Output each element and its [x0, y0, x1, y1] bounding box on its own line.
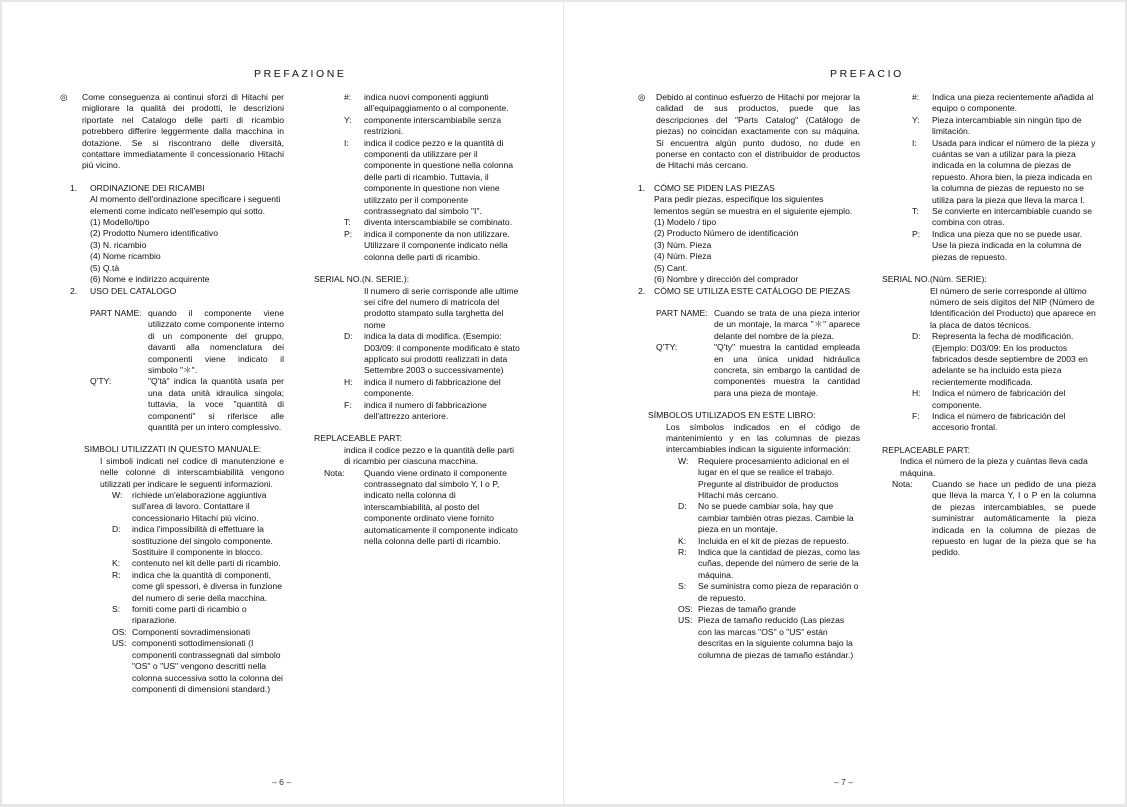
note: Nota: Quando viene ordinato il componente contrassegnato dal simbolo Y, I o P, indicato nella colonna di interscambiabilità, al posto del componente ordinato viene fornito automaticamente il componente indicato nella colonna delle parti di ricambio. — [324, 467, 518, 547]
definition-item: PART NAME: quando il componente viene utilizzato come componente interno di un componente del gruppo, davanti alla nomenclatura dei componenti viene indicato il simbolo "＊". — [90, 307, 284, 375]
list-item: (1) Modello/tipo — [90, 217, 150, 228]
intro-paragraph — [60, 92, 284, 172]
list-item: T: diventa interscambiabile se combinato. — [344, 217, 513, 228]
list-item: H: Indica el número de fabricación del componente. — [912, 388, 1066, 410]
symbol-list — [314, 331, 520, 422]
list-item: (5) Cant. — [654, 262, 688, 273]
right-column-2 — [882, 92, 1096, 559]
section-body: I simboli indicati nel codice di manutenzione e nelle colonne di interscambiabilità vengono utilizzati per indicare le seguenti informazioni. — [100, 455, 284, 489]
symbol-list — [314, 92, 520, 263]
list-item: R: Indica que la cantidad de piezas, como las cuñas, depende del número de serie de la máquina. — [678, 547, 860, 580]
list-item: (2) Prodotto Numero identificativo — [90, 228, 219, 239]
intro-paragraph — [638, 92, 860, 172]
list-item: US: Pieza de tamaño reducido (Las piezas con las marcas "OS" o "US" están descritas en la siguiente columna bajo la columna de piezas de tamaño estándar.) — [678, 615, 854, 660]
list-item: (3) Núm. Pieza — [654, 239, 712, 250]
page-number: – 7 – — [834, 777, 854, 787]
left-column-2 — [314, 92, 520, 547]
list-item: W: Requiere procesamiento adicional en el lugar en el que se realice el trabajo. Pregunte al distribuidor de productos Hitachi más cercano. — [678, 455, 849, 500]
list-item: I: indica il codice pezzo e la quantità di componenti da utilizzare per il componente in questione nella colonna delle parti di ricambio. Tuttavia, il componente in questione non viene utilizzato per il componente contrassegnato dal simbolo "I". — [344, 137, 514, 217]
symbol-list — [882, 92, 1096, 263]
section-body: Al momento dell'ordinazione specificare i seguenti elementi come indicato nell'esempio qui sotto. (1) Modello/tipo (2) Prodotto Numero identificativo (3) N. ricambio (4) Nome ricambio (5) Q.tà (6) Nome e indirizzo acquirente — [60, 194, 284, 285]
list-item: D: indica l'impossibilità di effettuare la sostituzione del singolo componente. Sostituire il componente in blocco. — [112, 524, 273, 558]
list-item: Y: componente interscambiabile senza restrizioni. — [344, 114, 502, 137]
right-column-1 — [638, 92, 860, 661]
symbol-list — [638, 456, 860, 661]
section-body: El número de serie corresponde al último número de seis dígitos del NIP (Número de Identificación del Producto) que aparece en la placa de datos técnicos. — [930, 285, 1096, 330]
definition-item: PART NAME: Cuando se trata de una pieza interior de un montaje, la marca "＊" aparece delante del nombre de la pieza. — [656, 307, 860, 341]
list-item: (6) Nome e indirizzo acquirente — [90, 274, 210, 285]
list-item: K: contenuto nel kit delle parti di ricambio. — [112, 558, 281, 569]
section-heading: REPLACEABLE PART: — [882, 444, 971, 455]
section-body: indica il codice pezzo e la quantità delle parti di ricambio per ciascuna macchina. — [344, 444, 515, 467]
section-body: Il numero di serie corrisponde alle ultime sei cifre del numero di matricola del prodotto stampato sulla targhetta del nome — [364, 285, 519, 330]
section-heading: 2. CÓMO SE UTILIZA ESTE CATÁLOGO DE PIEZAS — [638, 285, 851, 296]
definition-item: Q'TY: "Q'tà" indica la quantità usata per una data unità idraulica singola; tuttavia, la voce "quantità di componenti" si riferisce alle quantità per un intero complessivo. — [90, 376, 284, 432]
page-number: – 6 – — [272, 777, 292, 787]
section-body: Los símbolos indicados en el código de mantenimiento y en las columnas de piezas intercambiables indican la siguiente información: — [666, 421, 860, 455]
page-right — [564, 2, 1125, 804]
list-item: (4) Nome ricambio — [90, 251, 161, 262]
intro-text: Come conseguenza ai continui sforzi di Hitachi per migliorare la qualità dei prodotti, le descrizioni riportate nel Catalogo delle parti di ricambio potrebbero differire leggermente dalla macchina in dotazione. Se si riscontrano delle diversità, contattare immediatamente il concessionario Hitachi più vicino. — [82, 92, 284, 171]
list-item: D: indica la data di modifica. (Esempio: D03/09: il componente modificato è stato applicato sui prodotti realizzati in data Settembre 2003 o successivamente) — [344, 331, 520, 376]
list-item: OS: Piezas de tamaño grande — [678, 604, 796, 615]
section-heading: SERIAL NO.(Núm. SERIE): — [882, 274, 987, 285]
list-item: D: Representa la fecha de modificación. (Ejemplo: D03/09: En los productos fabricados desde septiembre de 2003 en adelante se ha incluido esta pieza recientemente modificada. — [912, 331, 1088, 387]
list-item: K: Incluida en el kit de piezas de repuesto. — [678, 535, 849, 546]
section-heading: SIMBOLI UTILIZZATI IN QUESTO MANUALE: — [84, 444, 262, 455]
symbol-list — [60, 490, 284, 695]
symbol-list — [882, 331, 1096, 434]
list-item: P: Indica una pieza que no se puede usar. Use la pieza indicada en la columna de piezas de repuesto. — [912, 228, 1083, 262]
definition-item: Q'TY: "Q'ty" muestra la cantidad empleada en una única unidad hidráulica concreta, sin embargo la cantidad de componentes muestra la cantidad para una pieza de montaje. — [656, 342, 860, 398]
list-item: (2) Producto Número de identificación — [654, 228, 799, 239]
section-heading: SÍMBOLOS UTILIZADOS EN ESTE LIBRO: — [648, 410, 816, 421]
list-item: H: indica il numero di fabbricazione del componente. — [344, 376, 501, 399]
list-item: #: Indica una pieza recientemente añadida al equipo o componente. — [912, 92, 1094, 114]
list-item: R: indica che la quantità di componenti, come gli spessori, è diversa in funzione del numero di serie della macchina. — [112, 569, 282, 603]
left-column-1 — [60, 92, 284, 695]
list-item: I: Usada para indicar el número de la pieza y cuántas se van a utilizar para la pieza indicada en la columna de piezas de repuesto. Ahora bien, la pieza indicada en la columna de piezas de repuesto no se utiliza para la pieza que lleva la marca I. — [912, 137, 1096, 205]
list-item: OS: Componenti sovradimensionati — [112, 626, 250, 637]
list-item: (1) Modelo / tipo — [654, 217, 717, 228]
intro-text: Debido al continuo esfuerzo de Hitachi por mejorar la calidad de sus productos, puede que las descripciones del "Parts Catalog" (Catálogo de piezas) no coincidan exactamente con su máquina. Si encuentra algún punto dudoso, no dude en ponerse en contacto con el distribuidor de productos de Hitachi más cercano. — [656, 92, 860, 171]
list-item: F: indica il numero di fabbricazione dell'attrezzo anteriore. — [344, 399, 487, 421]
section-body: Indica el número de la pieza y cuántas lleva cada máquina. — [900, 456, 1088, 478]
section-heading: SERIAL NO.(N. SERIE.): — [314, 274, 410, 285]
section-heading: 1. CÓMO SE PIDEN LAS PIEZAS — [638, 182, 775, 193]
section-heading: 1. ORDINAZIONE DEI RICAMBI — [70, 182, 205, 193]
section-heading: REPLACEABLE PART: — [314, 433, 403, 444]
double-circle-icon: ◎ — [638, 92, 646, 102]
section-body: Para pedir piezas, especifique los siguientes lementos según se muestra en el siguiente ejemplo. (1) Modelo / tipo (2) Producto Número de identificación (3) Núm. Pieza (4) Núm. Pieza (5) Cant. (6) Nombre y dirección del comprador — [638, 194, 860, 285]
list-item: #: indica nuovi componenti aggiunti all'equipaggiamento o al componente. — [344, 92, 509, 114]
list-item: W: richiede un'elaborazione aggiuntiva sull'area di lavoro. Contattare il concessionario Hitachi più vicino. — [112, 490, 267, 523]
list-item: S: Se suministra como pieza de reparación o de repuesto. — [678, 581, 859, 603]
list-item: (6) Nombre y dirección del comprador — [654, 274, 799, 285]
list-item: D: No se puede cambiar sola, hay que cambiar también otras piezas. Cambie la pieza en un montaje. — [678, 501, 854, 535]
list-item: S: forniti come parti di ricambio o riparazione. — [112, 604, 247, 626]
page-title: PREFACIO — [830, 68, 904, 80]
page-title: PREFAZIONE — [254, 68, 347, 80]
list-item: (5) Q.tà — [90, 262, 120, 273]
list-item: (3) N. ricambio — [90, 239, 147, 250]
list-item: Y: Pieza intercambiable sin ningún tipo de limitación. — [912, 114, 1082, 137]
list-item: P: indica il componente da non utilizzare. Utilizzare il componente indicato nella colonna delle parti di ricambio. — [344, 228, 510, 262]
note: Nota: Cuando se hace un pedido de una pieza que lleva la marca Y, I o P en la columna de piezas intercambiables, se puede suministrar automáticamente la pieza indicada en la columna de piezas de repuesto en lugar de la pieza que se ha pedido. — [892, 479, 1096, 558]
list-item: US: componenti sottodimensionati (I componenti contrassegnati dal simbolo "OS" o "US" vengono descritti nella colonna successiva sotto la colonna dei componenti di dimensioni standard.) — [112, 638, 283, 694]
list-item: (4) Núm. Pieza — [654, 251, 712, 262]
double-circle-icon: ◎ — [60, 92, 68, 102]
list-item: F: Indica el número de fabricación del accesorio frontal. — [912, 410, 1066, 433]
page-left — [2, 2, 563, 804]
section-heading: 2. USO DEL CATALOGO — [70, 285, 177, 296]
list-item: T: Se convierte en intercambiable cuando se combina con otras. — [912, 206, 1093, 228]
